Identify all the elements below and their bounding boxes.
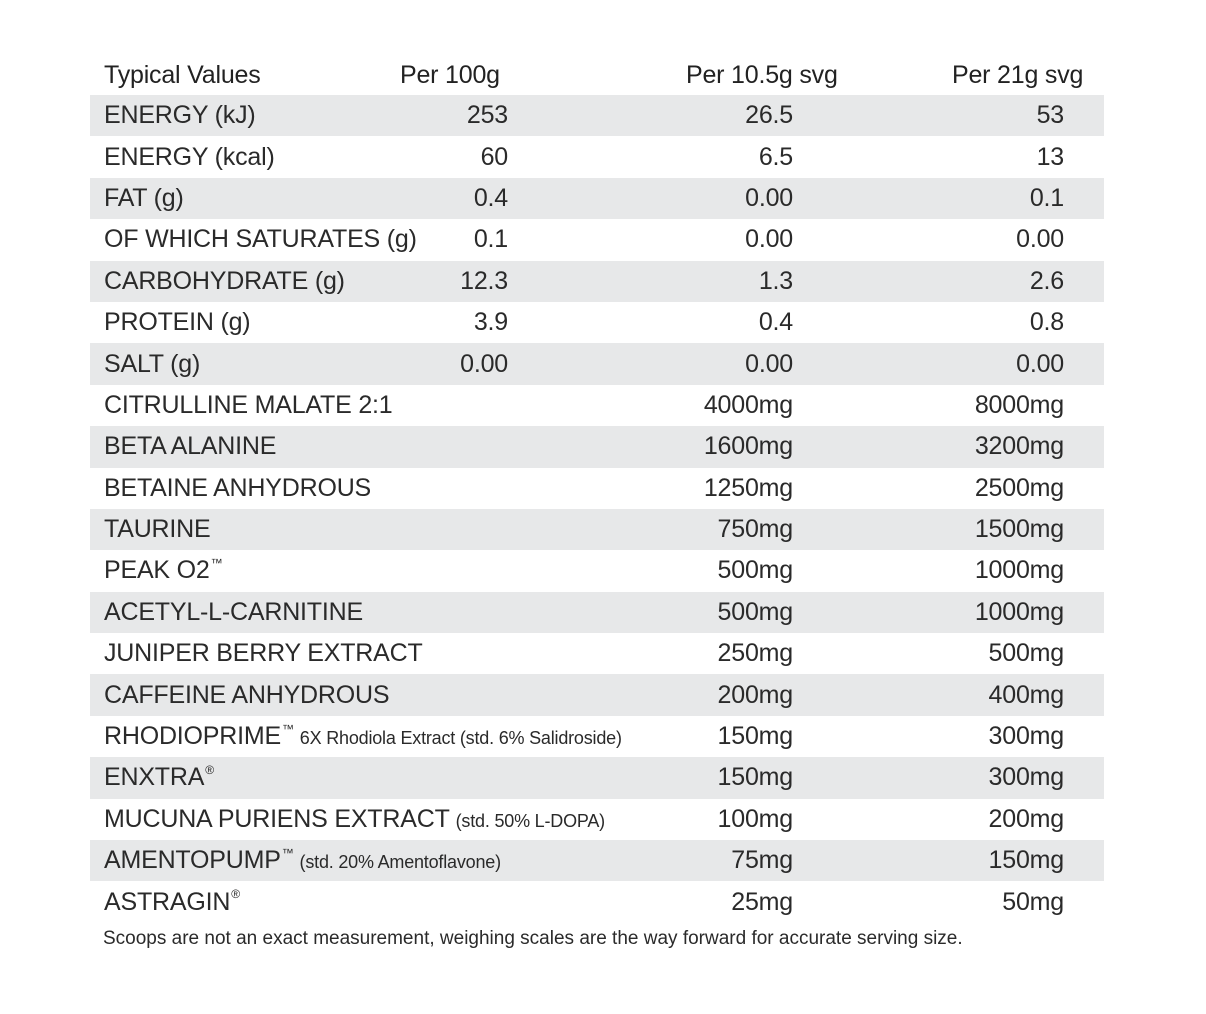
value-per-100g: 253 [466, 101, 508, 130]
value-per-100g [390, 674, 508, 715]
header-per-serving-large: Per 21g svg [952, 60, 1084, 89]
value-per-100g [390, 881, 508, 922]
ingredient-cell [104, 592, 363, 633]
value-per-serving-small: 1.3 [758, 266, 793, 295]
header-per-serving-small: Per 10.5g svg [686, 60, 838, 89]
value-per-serving-small: 250mg [717, 639, 793, 668]
ingredient-cell [104, 385, 392, 426]
value-per-serving-small: 75mg [731, 846, 793, 875]
table-row [90, 95, 1104, 136]
value-per-serving-small: 500mg [717, 556, 793, 585]
value-per-serving-small: 0.00 [745, 225, 793, 254]
value-per-serving-small: 500mg [717, 597, 793, 626]
trademark-mark: ™ [281, 721, 294, 736]
value-per-serving-large: 0.00 [1016, 349, 1064, 378]
ingredient-name: JUNIPER BERRY EXTRACT [104, 639, 423, 668]
ingredient-name: BETAINE ANHYDROUS [104, 473, 372, 502]
ingredient-name: ACETYL-L-CARNITINE [104, 597, 363, 626]
value-per-serving-large: 8000mg [974, 390, 1064, 419]
value-per-100g: 3.9 [473, 308, 508, 337]
value-per-100g: 12.3 [460, 266, 508, 295]
ingredient-cell [104, 261, 345, 302]
ingredient-name: AMENTOPUMP [104, 846, 281, 875]
table-row [90, 261, 1104, 302]
value-per-100g [390, 633, 508, 674]
value-per-100g: 0.4 [473, 183, 508, 212]
table-row [90, 840, 1104, 881]
ingredient-name: ASTRAGIN [104, 887, 231, 916]
value-per-serving-large: 150mg [988, 846, 1064, 875]
value-per-100g [390, 799, 508, 840]
value-per-100g [390, 592, 508, 633]
value-per-100g: 60 [480, 142, 508, 171]
value-per-serving-large: 300mg [988, 763, 1064, 792]
ingredient-cell [104, 881, 240, 922]
ingredient-cell [104, 674, 389, 715]
table-body [90, 95, 1104, 923]
ingredient-name: BETA ALANINE [104, 432, 277, 461]
value-per-100g [390, 426, 508, 467]
table-row [90, 178, 1104, 219]
ingredient-cell [104, 468, 371, 509]
value-per-100g: 0.00 [460, 349, 508, 378]
ingredient-name: ENXTRA [104, 763, 205, 792]
value-per-serving-large: 0.8 [1029, 308, 1064, 337]
value-per-100g [390, 468, 508, 509]
ingredient-name: PEAK O2 [104, 556, 210, 585]
ingredient-note: (std. 20% Amentoflavone) [299, 852, 501, 873]
ingredient-name: RHODIOPRIME [104, 722, 281, 751]
ingredient-name: FAT (g) [104, 183, 184, 212]
ingredient-name: SALT (g) [104, 349, 201, 378]
value-per-serving-small: 150mg [717, 763, 793, 792]
value-per-serving-small: 1600mg [703, 432, 793, 461]
ingredient-cell [104, 302, 250, 343]
table-row [90, 674, 1104, 715]
value-per-serving-large: 2500mg [974, 473, 1064, 502]
value-per-serving-small: 25mg [731, 887, 793, 916]
ingredient-cell [104, 136, 275, 177]
nutrition-table [90, 55, 1104, 923]
table-header [90, 55, 1104, 95]
value-per-serving-small: 200mg [717, 680, 793, 709]
value-per-100g [390, 550, 508, 591]
table-row [90, 633, 1104, 674]
table-row [90, 426, 1104, 467]
value-per-100g [390, 509, 508, 550]
value-per-serving-large: 400mg [988, 680, 1064, 709]
table-row [90, 716, 1104, 757]
value-per-serving-small: 0.4 [758, 308, 793, 337]
table-row [90, 136, 1104, 177]
value-per-100g [390, 716, 508, 757]
value-per-serving-large: 1000mg [974, 597, 1064, 626]
value-per-serving-small: 150mg [717, 722, 793, 751]
value-per-serving-large: 0.00 [1016, 225, 1064, 254]
value-per-serving-small: 1250mg [703, 473, 793, 502]
value-per-serving-large: 1500mg [974, 515, 1064, 544]
ingredient-name: OF WHICH SATURATES (g) [104, 225, 417, 254]
table-row [90, 468, 1104, 509]
table-row [90, 343, 1104, 384]
value-per-serving-large: 3200mg [974, 432, 1064, 461]
trademark-mark: ™ [210, 555, 223, 570]
ingredient-cell [104, 426, 276, 467]
ingredient-note: (std. 50% L-DOPA) [455, 810, 605, 831]
header-typical-values: Typical Values [104, 60, 261, 89]
ingredient-name: ENERGY (kJ) [104, 101, 256, 130]
trademark-mark: ™ [281, 845, 294, 860]
table-row [90, 592, 1104, 633]
ingredient-name: CAFFEINE ANHYDROUS [104, 680, 390, 709]
table-row [90, 219, 1104, 260]
value-per-serving-large: 1000mg [974, 556, 1064, 585]
table-row [90, 550, 1104, 591]
ingredient-name: TAURINE [104, 515, 211, 544]
value-per-100g: 0.1 [473, 225, 508, 254]
value-per-serving-large: 200mg [988, 804, 1064, 833]
trademark-mark: ® [231, 887, 240, 902]
ingredient-cell [104, 550, 222, 591]
value-per-serving-large: 500mg [988, 639, 1064, 668]
table-row [90, 757, 1104, 798]
ingredient-name: PROTEIN (g) [104, 308, 251, 337]
ingredient-cell [104, 716, 622, 757]
ingredient-name: CARBOHYDRATE (g) [104, 266, 345, 295]
table-row [90, 302, 1104, 343]
ingredient-note: 6X Rhodiola Extract (std. 6% Salidroside) [299, 728, 622, 749]
value-per-serving-small: 4000mg [703, 390, 793, 419]
value-per-serving-small: 26.5 [745, 101, 793, 130]
value-per-serving-small: 6.5 [758, 142, 793, 171]
table-row [90, 509, 1104, 550]
value-per-100g [390, 757, 508, 798]
ingredient-cell [104, 219, 417, 260]
header-per-100g: Per 100g [400, 60, 500, 89]
value-per-serving-large: 300mg [988, 722, 1064, 751]
ingredient-cell [104, 343, 200, 384]
table-row [90, 881, 1104, 922]
ingredient-cell [104, 799, 605, 840]
value-per-serving-small: 0.00 [745, 349, 793, 378]
ingredient-cell [104, 633, 423, 674]
trademark-mark: ® [205, 762, 214, 777]
value-per-serving-large: 0.1 [1029, 183, 1064, 212]
table-row [90, 385, 1104, 426]
ingredient-name: CITRULLINE MALATE 2:1 [104, 390, 393, 419]
value-per-serving-large: 2.6 [1029, 266, 1064, 295]
value-per-serving-large: 50mg [1002, 887, 1064, 916]
value-per-100g [390, 840, 508, 881]
ingredient-name: ENERGY (kcal) [104, 142, 275, 171]
value-per-serving-large: 13 [1036, 142, 1064, 171]
serving-footnote: Scoops are not an exact measurement, weighing scales are the way forward for accurate serving size. [103, 928, 963, 949]
ingredient-cell [104, 509, 210, 550]
value-per-serving-large: 53 [1036, 101, 1064, 130]
value-per-serving-small: 750mg [717, 515, 793, 544]
value-per-100g [390, 385, 508, 426]
value-per-serving-small: 100mg [717, 804, 793, 833]
ingredient-cell [104, 178, 184, 219]
ingredient-cell [104, 95, 256, 136]
ingredient-name: MUCUNA PURIENS EXTRACT [104, 804, 450, 833]
table-row [90, 799, 1104, 840]
value-per-serving-small: 0.00 [745, 183, 793, 212]
ingredient-cell [104, 757, 214, 798]
